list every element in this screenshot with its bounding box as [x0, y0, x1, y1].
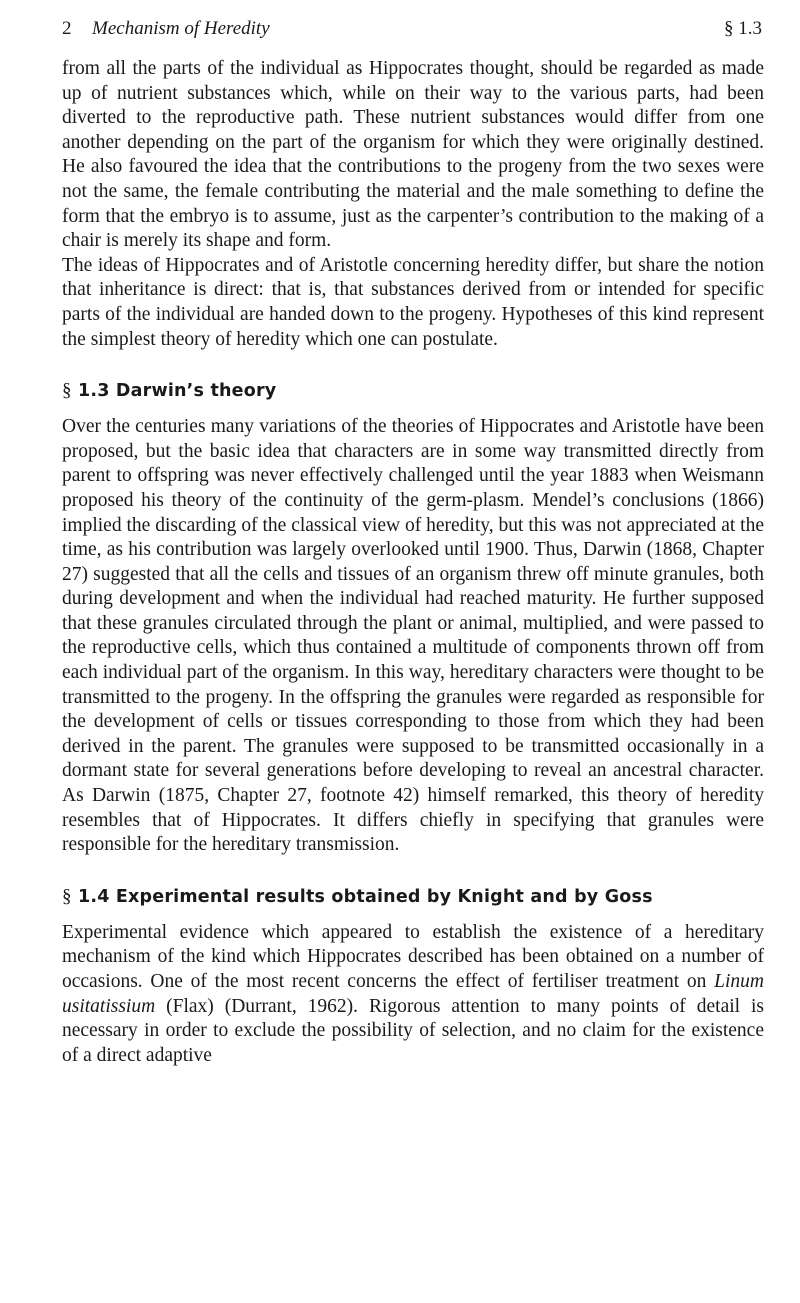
paragraph-text: Experimental evidence which appeared to establish the existence of a hereditary mechanism of the kind which Hippocrates described has been obtained on a number of occasions. One of the most recent concerns the effect of fertiliser treatment on — [62, 921, 764, 992]
section-heading-text: 1.3 Darwin’s theory — [78, 381, 277, 402]
section-heading-darwin — [62, 379, 764, 403]
paragraph-hippocrates-aristotle: The ideas of Hippocrates and of Aristotle concerning heredity differ, but share the notion that inheritance is direct: that is, that substances derived from or intended for specific parts of the individual are handed down to the progeny. Hypotheses of this kind represent the simplest theory of heredity which one can postulate. — [62, 254, 764, 350]
paragraph-continuation: from all the parts of the individual as Hippocrates thought, should be regarded as made up of nutrient substances which, while on their way to the various parts, had been diverted to the reproductive path. These nutrient substances would differ from one another depending on the part of the organism for which they were originally destined. He also favoured the idea that the contributions to the progeny from the two sexes were not the same, the female contributing the material and the male something to define the form that the embryo is to assume, just as the carpenter’s contribution to the making of a chair is merely its shape and form. — [62, 58, 764, 252]
section-sign: § — [62, 380, 72, 402]
species-name: Linum usitatissium — [62, 971, 764, 1017]
body-text — [62, 57, 764, 1068]
paragraph-experimental-results — [62, 921, 764, 1069]
paragraph-darwin-theory: Over the centuries many variations of the theories of Hippocrates and Aristotle have been proposed, but the basic idea that characters are in some way transmitted directly from parent to offspring was never effectively challenged until the year 1883 when Weismann proposed his theory of the continuity of the germ-plasm. Mendel’s conclusions (1866) implied the discarding of the classical view of heredity, but this was not appreciated at the time, as his contribution was largely overlooked until 1900. Thus, Darwin (1868, Chapter 27) suggested that all the cells and tissues of an organism threw off minute granules, both during development and when the individual had reached maturity. He further supposed that these granules circulated through the plant or animal, multiplied, and were passed to the reproductive cells, which thus contained a multitude of components thrown off from each individual part of the organism. In this way, hereditary characters were thought to be transmitted to the progeny. In the offspring the granules were regarded as responsible for the development of cells or tissues corresponding to those from which they had been derived in the parent. The granules were supposed to be transmitted occasionally in a dormant state for several generations before developing to reveal an ancestral character. As Darwin (1875, Chapter 27, footnote 42) himself remarked, this theory of heredity resembles that of Hippocrates. It differs chiefly in specifying that granules were responsible for the hereditary transmission. — [62, 416, 764, 856]
paragraph-text: (Flax) (Durrant, 1962). Rigorous attention to many points of detail is necessary in order to exclude the possibility of selection, and no claim for the existence of a direct adaptive — [62, 995, 764, 1066]
running-title: Mechanism of Heredity — [92, 18, 270, 39]
section-heading-knight-goss — [62, 885, 764, 909]
running-section-ref: § 1.3 — [724, 18, 762, 39]
section-sign: § — [62, 885, 72, 907]
running-header — [62, 14, 762, 44]
page-number: 2 — [62, 18, 72, 39]
section-heading-text: 1.4 Experimental results obtained by Knight and by Goss — [78, 886, 653, 907]
